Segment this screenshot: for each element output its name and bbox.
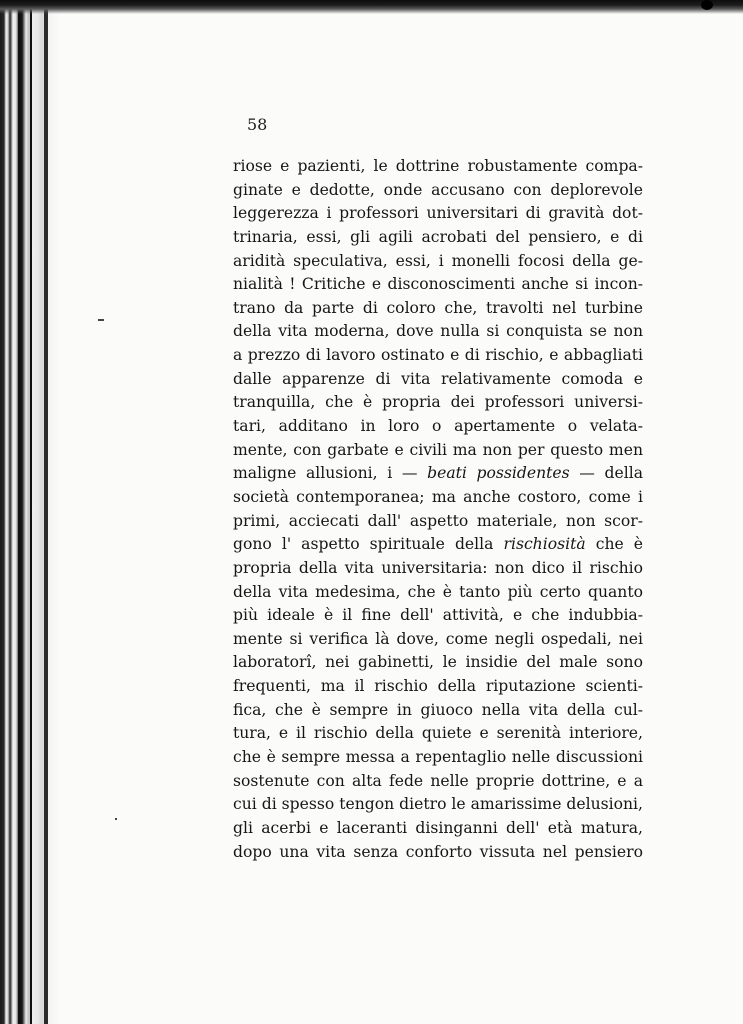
- italic-phrase: beati possidentes: [427, 464, 570, 483]
- text-line: aridità speculativa, essi, i monelli focosi della ge-: [233, 251, 643, 270]
- scan-speck: [115, 818, 117, 820]
- text-segment: che è: [585, 535, 643, 554]
- text-line: laboratorî, nei gabinetti, le insidie del male sono: [233, 653, 643, 672]
- gutter-rule: [18, 0, 21, 1024]
- gutter-rule: [44, 0, 48, 1024]
- text-line: che è sempre messa a repentaglio nelle discussioni: [233, 748, 643, 767]
- text-line: dopo una vita senza conforto vissuta nel pensiero: [233, 842, 643, 861]
- text-line: tari, additano in loro o apertamente o velata-: [233, 417, 643, 436]
- text-line: leggerezza i professori universitari di gravità dot-: [233, 204, 643, 223]
- text-line: nialità ! Critiche e disconoscimenti anche si incon-: [233, 275, 643, 294]
- text-line: mente si verifica là dove, come negli ospedali, nei: [233, 629, 643, 648]
- text-line: a prezzo di lavoro ostinato e di rischio, e abbagliati: [233, 346, 643, 365]
- italic-phrase: rischiosità: [503, 535, 586, 554]
- text-line: [233, 462, 643, 486]
- text-line: sostenute con alta fede nelle proprie dottrine, e a: [233, 771, 643, 790]
- text-segment: maligne allusioni, i —: [233, 464, 428, 483]
- scan-speck: [701, 0, 713, 10]
- body-text: [233, 155, 643, 864]
- text-line: ginate e dedotte, onde accusano con deplorevole: [233, 180, 643, 199]
- text-segment: gono l' aspetto spirituale della: [233, 535, 504, 554]
- text-line: dalle apparenze di vita relativamente comoda e: [233, 369, 643, 388]
- text-line: gli acerbi e laceranti disinganni dell' età matura,: [233, 818, 643, 837]
- text-line: tranquilla, che è propria dei professori universi-: [233, 393, 643, 412]
- page-number: 58: [247, 115, 268, 134]
- text-line: della vita medesima, che è tanto più certo quanto: [233, 582, 643, 601]
- gutter-rule: [30, 0, 32, 1024]
- text-line: riose e pazienti, le dottrine robustamente compa-: [233, 157, 643, 175]
- text-line: primi, acciecati dall' aspetto materiale, non scor-: [233, 511, 643, 530]
- scan-speck: [98, 319, 104, 321]
- text-line: della vita moderna, dove nulla si conquista se non: [233, 322, 643, 341]
- text-line: [233, 533, 643, 557]
- text-line: fica, che è sempre in giuoco nella vita della cul-: [233, 700, 643, 719]
- text-line: società contemporanea; ma anche costoro, come i: [233, 487, 643, 506]
- text-line: mente, con garbate e civili ma non per questo men: [233, 440, 643, 459]
- text-line: trano da parte di coloro che, travolti nel turbine: [233, 298, 643, 317]
- text-line: frequenti, ma il rischio della riputazione scienti-: [233, 677, 643, 696]
- text-line: trinaria, essi, gli agili acrobati del pensiero, e di: [233, 227, 643, 246]
- text-line: propria della vita universitaria: non dico il rischio: [233, 558, 643, 577]
- text-line: più ideale è il fine dell' attività, e che indubbia-: [233, 606, 643, 625]
- text-segment: — della: [569, 464, 643, 483]
- text-line: tura, e il rischio della quiete e serenità interiore,: [233, 724, 643, 743]
- scan-top-edge: [0, 0, 743, 14]
- text-line: cui di spesso tengon dietro le amarissime delusioni,: [233, 795, 643, 814]
